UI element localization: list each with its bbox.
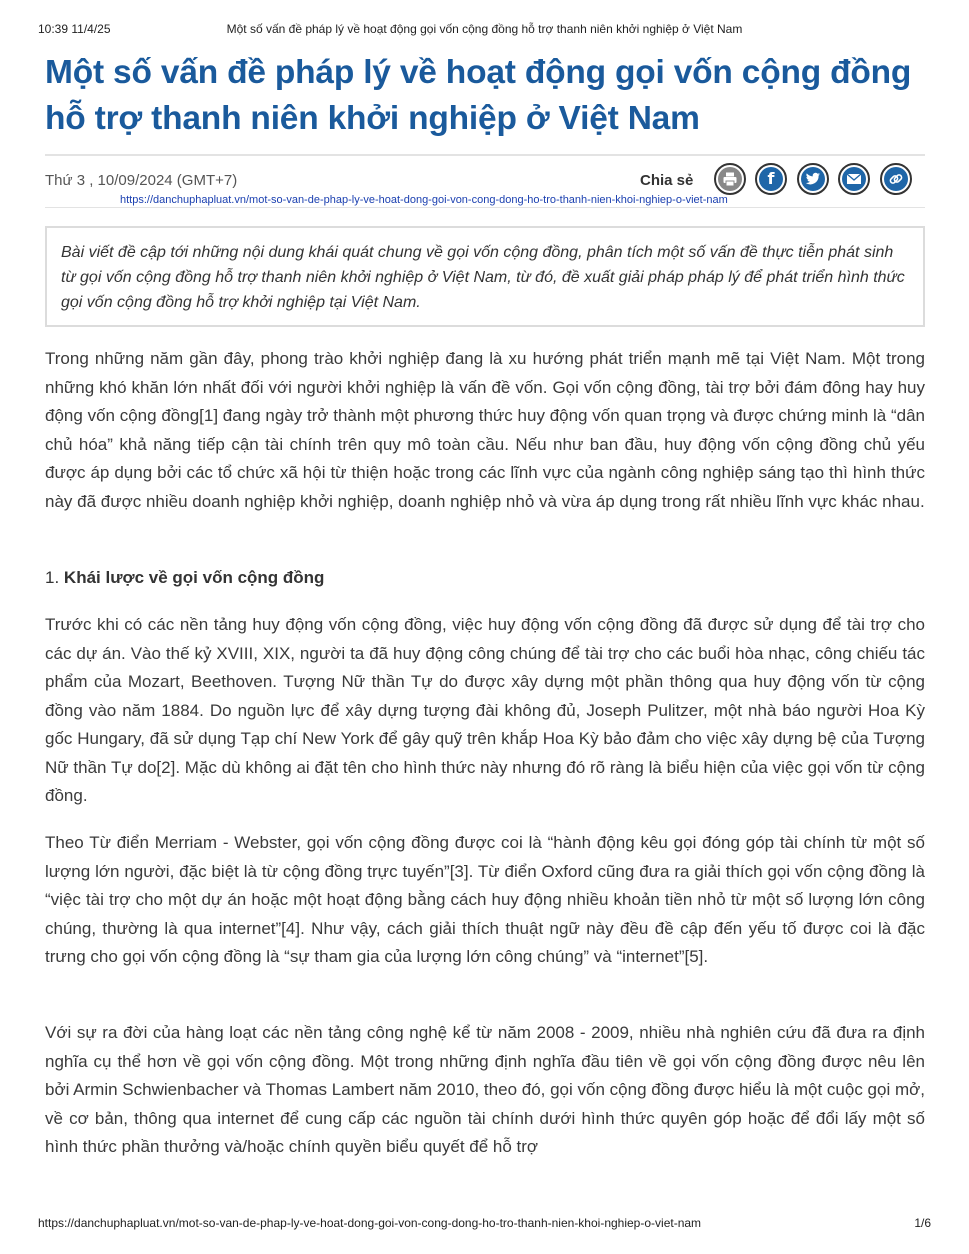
copy-link-icon bbox=[884, 167, 908, 191]
section-number: 1. bbox=[45, 568, 60, 587]
divider bbox=[45, 207, 925, 208]
paragraph-history: Trước khi có các nền tảng huy động vốn cộng đồng, việc huy động vốn cộng đồng đã được sử dụng để tài trợ cho các dự án. Vào thế kỷ XVIII, XIX, người ta đã huy động công chúng để tài trợ cho các buổi hòa nhạc, công chiếu tác phẩm của Mozart, Beethoven. Tượng Nữ thần Tự do được xây dựng một phần thông qua huy động vốn từ cộng đồng vào năm 1884. Do nguồn lực để xây dựng tượng đài không đủ, Joseph Pulitzer, một nhà báo người Hoa Kỳ gốc Hungary, đã sử dụng Tạp chí New York để gây quỹ trên khắp Hoa Kỳ bảo đảm cho việc xây dựng bệ của Tượng Nữ thần Tự do[2]. Mặc dù không ai đặt tên cho hình thức này nhưng đó rõ ràng là biểu hiện của việc gọi vốn từ cộng đồng. bbox=[45, 615, 925, 805]
section-title: Khái lược về gọi vốn cộng đồng bbox=[63, 568, 325, 587]
paragraph-definitions: Theo Từ điển Merriam - Webster, gọi vốn cộng đồng được coi là “hành động kêu gọi đóng góp tài chính từ một số lượng lớn người, đặc biệt là từ cộng đồng trực tuyến”[3]. Từ điển Oxford cũng đưa ra giải thích gọi vốn cộng đồng là “việc tài trợ cho một dự án hoặc một hoạt động bằng cách huy động nhiều khoản tiền nhỏ từ một số lượng lớn công chúng, thường là qua internet”[4]. Như vậy, cách giải thích thuật ngữ này đều đề cập đến yếu tố được coi là đặc trưng cho gọi vốn cộng đồng là “sự tham gia của lượng lớn công chúng” và “internet”[5]. bbox=[45, 833, 925, 966]
copy-link-button[interactable] bbox=[880, 163, 912, 195]
print-icon bbox=[718, 167, 742, 191]
facebook-icon: f bbox=[759, 167, 783, 191]
share-label: Chia sẻ bbox=[640, 172, 694, 189]
page-number: 1/6 bbox=[914, 1216, 931, 1230]
email-share-button[interactable] bbox=[838, 163, 870, 195]
print-timestamp: 10:39 11/4/25 bbox=[38, 22, 111, 36]
paragraph-research: Với sự ra đời của hàng loạt các nền tảng công nghệ kể từ năm 2008 - 2009, nhiều nhà nghiên cứu đã đưa ra định nghĩa cụ thể hơn về gọi vốn cộng đồng. Một trong những định nghĩa đầu tiên về gọi vốn cộng đồng được nêu lên bởi Armin Schwienbacher và Thomas Lambert năm 2010, theo đó, gọi vốn cộng đồng được hiểu là một cuộc gọi mở, về cơ bản, thông qua internet để cung cấp các nguồn tài chính dưới hình thức quyên góp hoặc để đổi lấy một số hình thức phần thưởng và/hoặc chính quyền biểu quyết để hỗ trợ bbox=[45, 1023, 925, 1156]
section-heading bbox=[45, 566, 324, 590]
footer-url: https://danchuphapluat.vn/mot-so-van-de-phap-ly-ve-hoat-dong-goi-von-cong-dong-ho-tro-thanh-nien-khoi-nghiep-o-viet-nam bbox=[38, 1216, 702, 1230]
print-header bbox=[38, 22, 931, 38]
twitter-icon bbox=[801, 167, 825, 191]
print-document-title: Một số vấn đề pháp lý về hoạt động gọi vốn cộng đồng hỗ trợ thanh niên khởi nghiệp ở Việt Nam bbox=[226, 22, 743, 36]
twitter-share-button[interactable] bbox=[797, 163, 829, 195]
publish-date: Thứ 3 , 10/09/2024 (GMT+7) bbox=[45, 172, 238, 189]
print-button[interactable] bbox=[714, 163, 746, 195]
divider bbox=[45, 154, 925, 156]
article-summary: Bài viết đề cập tới những nội dung khái quát chung về gọi vốn cộng đồng, phân tích một số vấn đề thực tiễn phát sinh từ gọi vốn cộng đồng hỗ trợ thanh niên khởi nghiệp ở Việt Nam, từ đó, đề xuất giải pháp pháp lý để phát triển hình thức gọi vốn cộng đồng hỗ trợ khởi nghiệp tại Việt Nam. bbox=[45, 226, 925, 327]
facebook-share-button[interactable] bbox=[755, 163, 787, 195]
paragraph-intro: Trong những năm gần đây, phong trào khởi nghiệp đang là xu hướng phát triển mạnh mẽ tại Việt Nam. Một trong những khó khăn lớn nhất đối với người khởi nghiệp là vấn đề vốn. Gọi vốn cộng đồng, tài trợ bởi đám đông hay huy động vốn cộng đồng[1] đang ngày trở thành một phương thức huy động vốn quan trọng và được chứng minh là “dân chủ hóa” khả năng tiếp cận tài chính trên quy mô toàn cầu. Nếu như ban đầu, huy động vốn cộng đồng chủ yếu được áp dụng bởi các tổ chức xã hội từ thiện hoặc trong các lĩnh vực của ngành công nghiệp sáng tạo thì hình thức này đã được nhiều doanh nghiệp khởi nghiệp, doanh nghiệp nhỏ và vừa áp dụng trong rất nhiều lĩnh vực khác nhau. bbox=[45, 349, 925, 511]
print-footer bbox=[38, 1216, 931, 1232]
article-title: Một số vấn đề pháp lý về hoạt động gọi vốn cộng đồng hỗ trợ thanh niên khởi nghiệp ở Việt Nam bbox=[45, 54, 912, 137]
email-icon bbox=[842, 167, 866, 191]
article-url[interactable]: https://danchuphapluat.vn/mot-so-van-de-phap-ly-ve-hoat-dong-goi-von-cong-dong-ho-tro-thanh-nien-khoi-nghiep-o-viet-nam bbox=[120, 194, 728, 206]
